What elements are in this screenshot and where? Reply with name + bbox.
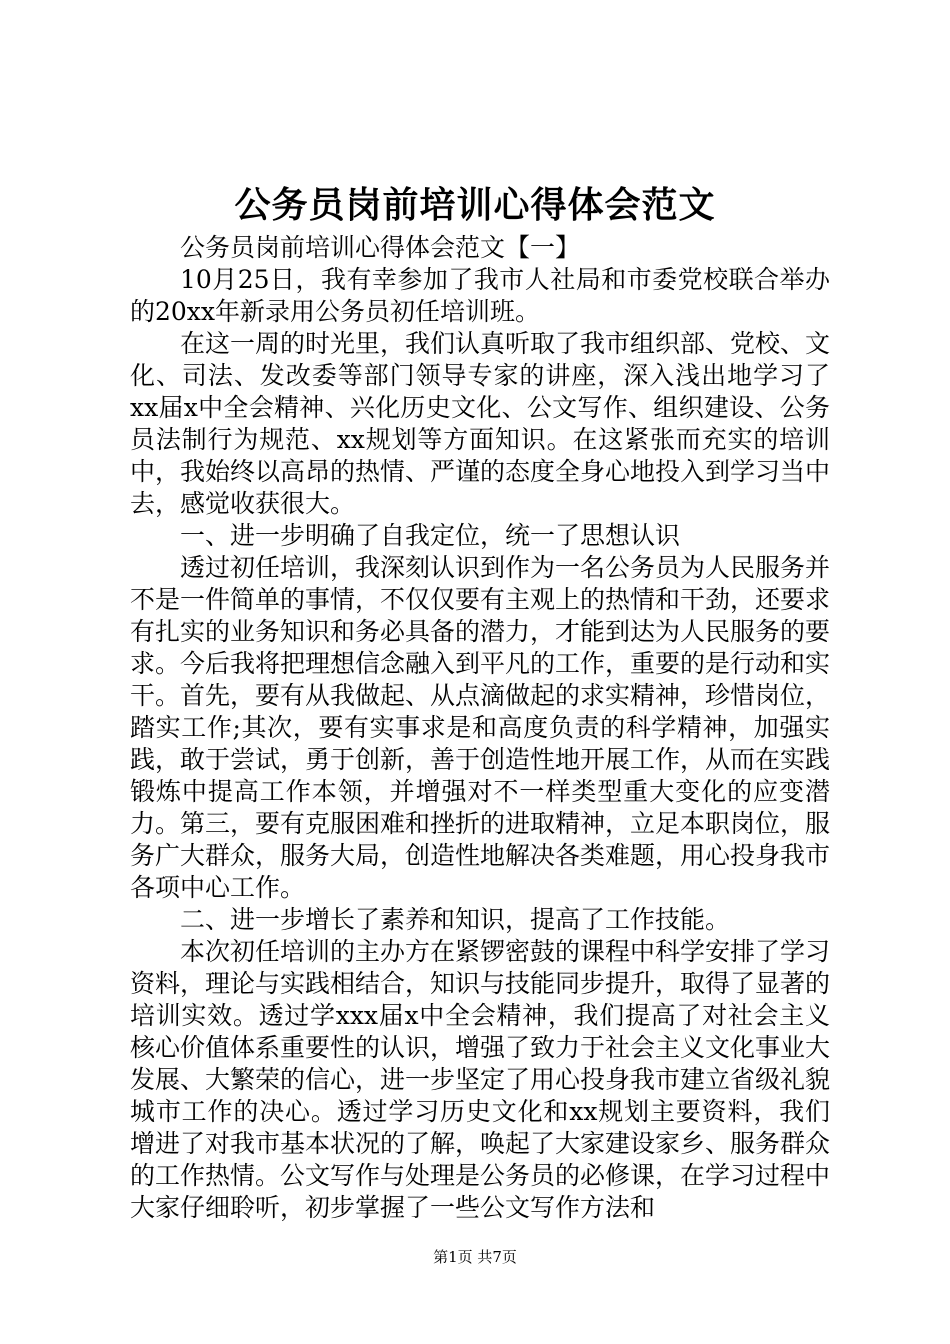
paragraph: 本次初任培训的主办方在紧锣密鼓的课程中科学安排了学习资料，理论与实践相结合，知识与技能同步提升，取得了显著的培训实效。透过学xxx届x中全会精神，我们提高了对社会主义核心价值体系重要性的认识，增强了致力于社会主义文化事业大发展、大繁荣的信心，进一步坚定了用心投身我市建立省级礼貌城市工作的决心。透过学习历史文化和xx规划主要资料，我们增进了对我市基本状况的了解，唤起了大家建设家乡、服务群众的工作热情。公文写作与处理是公务员的必修课，在学习过程中大家仔细聆听，初步掌握了一些公文写作方法和 (130, 937, 831, 1222)
paragraph: 透过初任培训，我深刻认识到作为一名公务员为人民服务并不是一件简单的事情，不仅仅要有主观上的热情和干劲，还要求有扎实的业务知识和务必具备的潜力，才能到达为人民服务的要求。今后我将把理想信念融入到平凡的工作，重要的是行动和实干。首先，要有从我做起、从点滴做起的求实精神，珍惜岗位，踏实工作;其次，要有实事求是和高度负责的科学精神，加强实践，敢于尝试，勇于创新，善于创造性地开展工作，从而在实践锻炼中提高工作本领，并增强对不一样类型重大变化的应变潜力。第三，要有克服困难和挫折的进取精神，立足本职岗位，服务广大群众，服务大局，创造性地解决各类难题，用心投身我市各项中心工作。 (130, 553, 831, 902)
document-title: 公务员岗前培训心得体会范文 (234, 185, 716, 226)
page-footer: 第1页 共7页 (433, 1248, 517, 1266)
section-heading: 二、进一步增长了素养和知识，提高了工作技能。 (180, 905, 731, 934)
document-body (130, 232, 830, 1224)
paragraph: 在这一周的时光里，我们认真听取了我市组织部、党校、文化、司法、发改委等部门领导专家的讲座，深入浅出地学习了xx届x中全会精神、兴化历史文化、公文写作、组织建设、公务员法制行为规范、xx规划等方面知识。在这紧张而充实的培训中，我始终以高昂的热情、严谨的态度全身心地投入到学习当中去，感觉收获很大。 (130, 329, 831, 518)
paragraph-heading: 公务员岗前培训心得体会范文【一】 (180, 233, 581, 262)
paragraph: 10月25日，我有幸参加了我市人社局和市委党校联合举办的20xx年新录用公务员初任培训班。 (130, 265, 830, 326)
section-heading: 一、进一步明确了自我定位，统一了思想认识 (180, 521, 681, 550)
